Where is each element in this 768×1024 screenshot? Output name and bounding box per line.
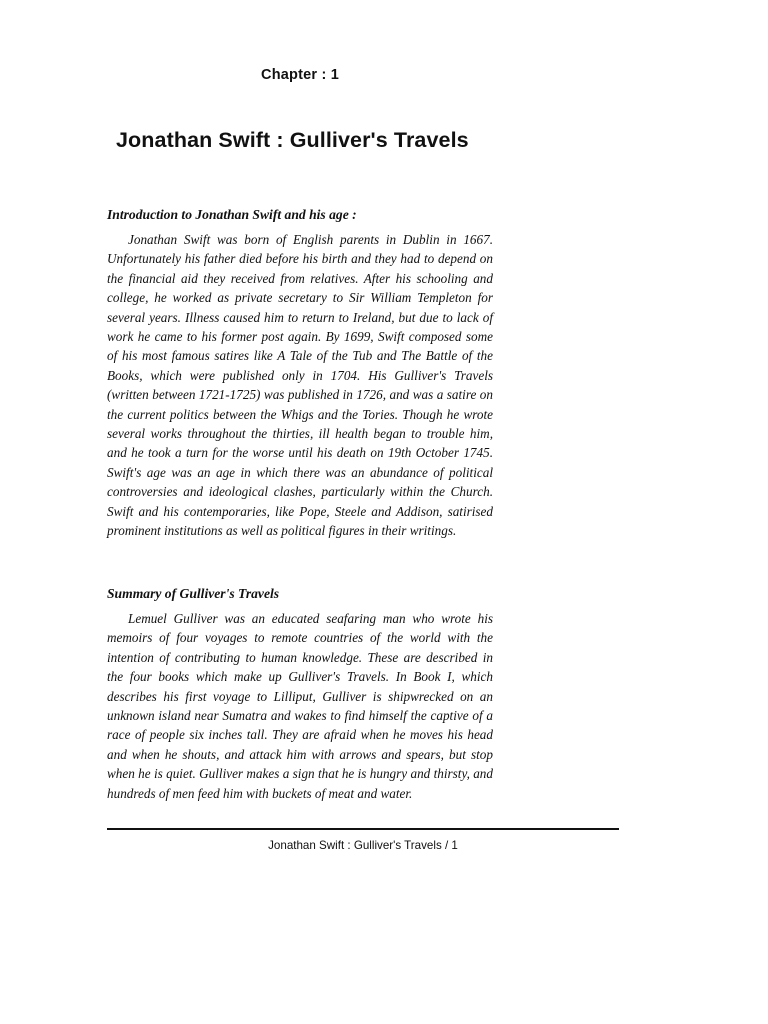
- page-title: Jonathan Swift : Gulliver's Travels: [116, 128, 469, 152]
- summary-paragraph: Lemuel Gulliver was an educated seafaring man who wrote his memoirs of four voyages to remote countries of the world with the intention of contributing to human knowledge. These are described in the four books which make up Gulliver's Travels. In Book I, which describes his first voyage to Lilliput, Gulliver is shipwrecked on an unknown island near Sumatra and wakes to find himself the captive of a race of people six inches tall. They are afraid when he moves his head and when he shouts, and attack him with arrows and spears, but stop when he is quiet. Gulliver makes a sign that he is hungry and thirsty, and hundreds of men feed him with buckets of meat and water.: [107, 611, 493, 801]
- section-heading-summary: Summary of Gulliver's Travels: [107, 586, 280, 601]
- chapter-label: Chapter : 1: [261, 67, 339, 83]
- section-heading-introduction: Introduction to Jonathan Swift and his age :: [107, 207, 357, 222]
- page-footer: Jonathan Swift : Gulliver's Travels / 1: [268, 839, 458, 852]
- footer-divider: [107, 828, 619, 830]
- introduction-paragraph: Jonathan Swift was born of English parents in Dublin in 1667. Unfortunately his father died before his birth and they had to depend on the financial aid they received from relatives. After his schooling and college, he worked as private secretary to Sir William Templeton for several years. Illness caused him to return to Ireland, but due to lack of work he came to his former post again. By 1699, Swift composed some of his most famous satires like A Tale of the Tub and The Battle of the Books, which were published only in 1704. His Gulliver's Travels (written between 1721-1725) was published in 1726, and was a satire on the current politics between the Whigs and the Tories. Though he wrote several works throughout the thirties, ill health began to trouble him, and he took a turn for the worse until his death on 19th October 1745. Swift's age was an age in which there was an abundance of political controversies and ideological clashes, particularly within the Church. Swift and his contemporaries, like Pope, Steele and Addison, satirised prominent institutions as well as political figures in their writings.: [107, 232, 493, 539]
